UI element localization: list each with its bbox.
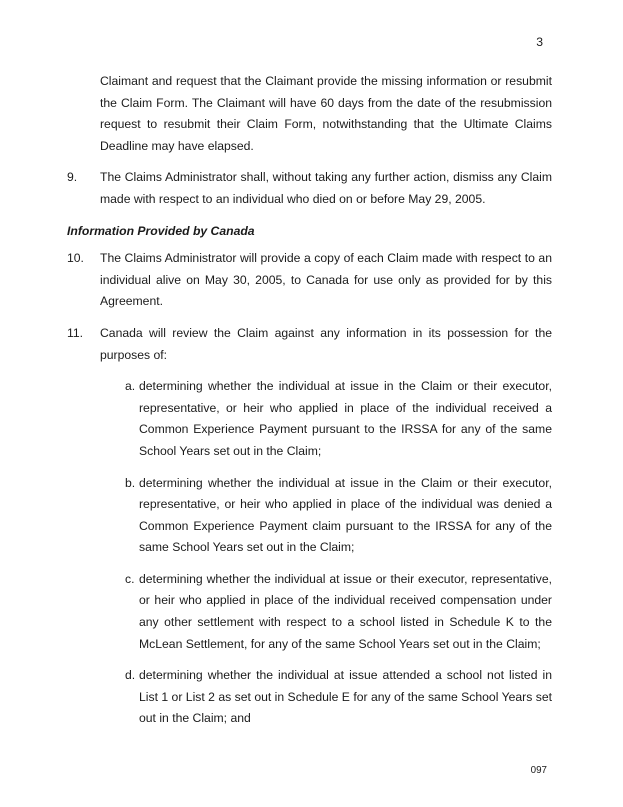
subitem-text: determining whether the individual at issue attended a school not listed in List 1 or List 2 as set out in Schedule E for any of the same School Years set out in the Claim; and (139, 668, 552, 726)
numbered-item-9 (67, 167, 552, 210)
lettered-subitem-c (125, 569, 552, 655)
subitem-marker: b. (125, 475, 136, 490)
numbered-item-11 (67, 323, 552, 366)
numbered-item-10 (67, 248, 552, 313)
item-text: The Claims Administrator shall, without taking any further action, dismiss any Claim made with respect to an individual who died on or before May 29, 2005. (100, 170, 552, 206)
continuation-paragraph: Claimant and request that the Claimant provide the missing information or resubmit the Claim Form. The Claimant will have 60 days from the date of the resubmission request to resubmit their Claim Form, notwithstanding that the Ultimate Claims Deadline may have elapsed. (100, 74, 552, 153)
subitem-text: determining whether the individual at issue in the Claim or their executor, representative, or heir who applied in place of the individual was denied a Common Experience Payment claim pursuant to the IRSSA for any of the same School Years set out in the Claim; (139, 475, 552, 555)
document-content (67, 71, 552, 740)
bates-number: 097 (530, 765, 547, 776)
subitem-text: determining whether the individual at issue in the Claim or their executor, representative, or heir who applied in place of the individual received a Common Experience Payment pursuant to the IRSSA for any of the same School Years set out in the Claim; (139, 379, 552, 458)
lettered-subitem-d (125, 665, 552, 730)
subitem-text: determining whether the individual at issue or their executor, representative, or heir who applied in place of the individual received compensation under any other settlement with respect to a school listed in Schedule K to the McLean Settlement, for any of the same School Years set out in the Claim; (139, 571, 552, 651)
item-number: 10. (67, 251, 84, 266)
item-text: The Claims Administrator will provide a copy of each Claim made with respect to an individual alive on May 30, 2005, to Canada for use only as provided for by this Agreement. (100, 251, 552, 309)
subitem-marker: c. (125, 571, 135, 586)
item-text: Canada will review the Claim against any information in its possession for the purposes of: (100, 325, 552, 362)
subitem-marker: d. (125, 668, 136, 683)
page-number: 3 (536, 35, 543, 49)
item-number: 9. (67, 170, 78, 185)
item-number: 11. (67, 325, 84, 340)
section-heading: Information Provided by Canada (67, 223, 255, 238)
lettered-subitem-b (125, 473, 552, 559)
subitem-marker: a. (125, 379, 136, 394)
lettered-subitem-a (125, 376, 552, 462)
